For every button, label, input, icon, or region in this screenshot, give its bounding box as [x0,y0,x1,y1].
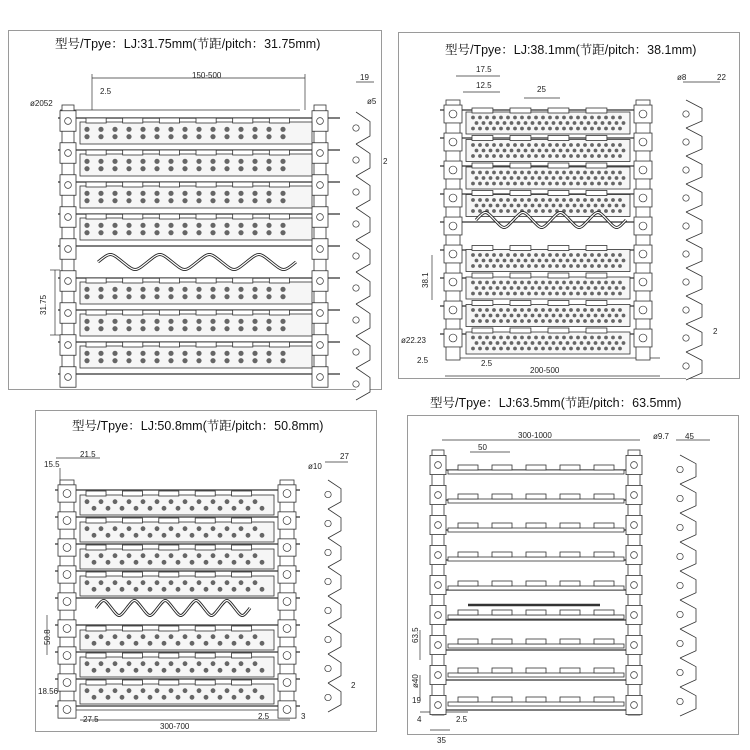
slat-tooth [560,639,580,644]
chain-pin [631,462,638,469]
slat-tooth [458,494,478,499]
dim-c: 50 [478,443,487,452]
slat-tooth [492,523,512,528]
slat-tooth [560,494,580,499]
slat-tooth [594,552,614,557]
slat-tooth [458,581,478,586]
dim-side-width: 22 [717,73,726,82]
slat-tooth [560,465,580,470]
slat-tooth [458,552,478,557]
dim-width: 300-700 [160,722,190,731]
dim-g: 2.5 [456,715,468,724]
chain-pin [435,672,442,679]
slat-tooth [594,465,614,470]
slat-tooth [526,494,546,499]
dim-side-width: 45 [685,432,694,441]
dim-f: 4 [417,715,422,724]
slat-tooth [560,552,580,557]
chain-pin [435,552,442,559]
slat-tooth [526,465,546,470]
side-view-pin [677,698,683,704]
dim-side-diameter: ø10 [308,462,322,471]
slat-tooth [526,581,546,586]
panel-title: 型号/Tpye：LJ:31.75mm(节距/pitch：31.75mm) [55,37,321,51]
slat-tooth [560,697,580,702]
dim-edge: 2.5 [100,87,112,96]
slat-tooth [526,610,546,615]
chain-pin [631,552,638,559]
side-view-pin [677,495,683,501]
slat-tooth [594,639,614,644]
flat-slat [448,557,624,561]
dim-side-width: 19 [360,73,369,82]
slat-tooth [594,697,614,702]
dim-edge: 2.5 [417,356,429,365]
flat-slat [448,470,624,474]
slat-tooth [594,494,614,499]
chain-pin [435,612,442,619]
chain-pin [435,642,442,649]
dim-edge2: 2.5 [481,359,493,368]
chain-pin [631,612,638,619]
dim-b: 12.5 [476,81,492,90]
dim-a: 17.5 [476,65,492,74]
slat-tooth [492,610,512,615]
dim-wire: ø2052 [30,99,53,108]
chain-pin [435,522,442,529]
dim-b: 21.5 [80,450,96,459]
flat-slat [448,615,624,619]
dim-a: 15.5 [44,460,60,469]
side-view-pin [677,611,683,617]
dim-c: 25 [537,85,546,94]
chain-pin [631,522,638,529]
flat-slat [448,673,624,677]
dim-wire: 18.56 [38,687,59,696]
chain-pin [435,702,442,709]
dim-side-diameter: ø9.7 [653,432,670,441]
dim-pitch: 38.1 [421,272,430,288]
chain-pin [631,642,638,649]
slat-tooth [594,581,614,586]
dim-side-gap: 2 [351,681,356,690]
side-view-pin [677,669,683,675]
side-view-pin [677,553,683,559]
chain-pin [435,492,442,499]
dim-side-gap: 2 [713,327,718,336]
chain-pin [435,462,442,469]
flat-slat [448,702,624,706]
slat-tooth [594,523,614,528]
panel-title: 型号/Tpye：LJ:38.1mm(节距/pitch：38.1mm) [445,43,697,57]
dim-c: 27.5 [83,715,99,724]
flat-slat [448,586,624,590]
chain-pin [631,672,638,679]
slat-tooth [492,639,512,644]
slat-tooth [492,494,512,499]
flat-slat [448,528,624,532]
slat-tooth [458,523,478,528]
dim-side-gap: 2 [383,157,388,166]
slat-tooth [594,668,614,673]
dim-h: ø40 [411,674,420,688]
slat-tooth [526,668,546,673]
side-view-pin [677,466,683,472]
slat-tooth [458,697,478,702]
panel-title: 型号/Tpye：LJ:63.5mm(节距/pitch：63.5mm) [430,396,682,410]
chain-pin [631,492,638,499]
slat-tooth [560,610,580,615]
chain-pin [631,582,638,589]
side-view-pin [677,582,683,588]
slat-tooth [458,465,478,470]
slat-tooth [492,668,512,673]
dim-pitch: 50.8 [43,629,52,645]
dim-pitch: 63.5 [411,627,420,643]
dim-side-diameter: ø5 [367,97,377,106]
slat-tooth [492,581,512,586]
dim-width: 300-1000 [518,431,552,440]
dim-edge2: 3 [301,712,306,721]
slat-tooth [492,697,512,702]
slat-tooth [560,523,580,528]
dim-e: 19 [412,696,421,705]
flat-slat [448,499,624,503]
slat-tooth [526,639,546,644]
side-view-pin [677,524,683,530]
slat-tooth [594,610,614,615]
dim-side-diameter: ø8 [677,73,687,82]
slat-tooth [560,581,580,586]
dim-pitch: 31.75 [39,294,48,315]
dim-width: 150-500 [192,71,222,80]
chain-pin [631,702,638,709]
slat-tooth [492,465,512,470]
slat-tooth [492,552,512,557]
dim-side-width: 27 [340,452,349,461]
slat-tooth [458,639,478,644]
slat-tooth [458,668,478,673]
dim-width: 200-500 [530,366,560,375]
slat-tooth [526,552,546,557]
dim-bottom: 35 [437,736,446,745]
flat-slat [448,644,624,648]
slat-tooth [526,523,546,528]
panel-title: 型号/Tpye：LJ:50.8mm(节距/pitch：50.8mm) [72,419,324,433]
slat-tooth [458,610,478,615]
dim-wire: ø22.23 [401,336,426,345]
dim-edge: 2.5 [258,712,270,721]
side-view-pin [677,640,683,646]
slat-tooth [560,668,580,673]
chain-pin [435,582,442,589]
slat-tooth [526,697,546,702]
